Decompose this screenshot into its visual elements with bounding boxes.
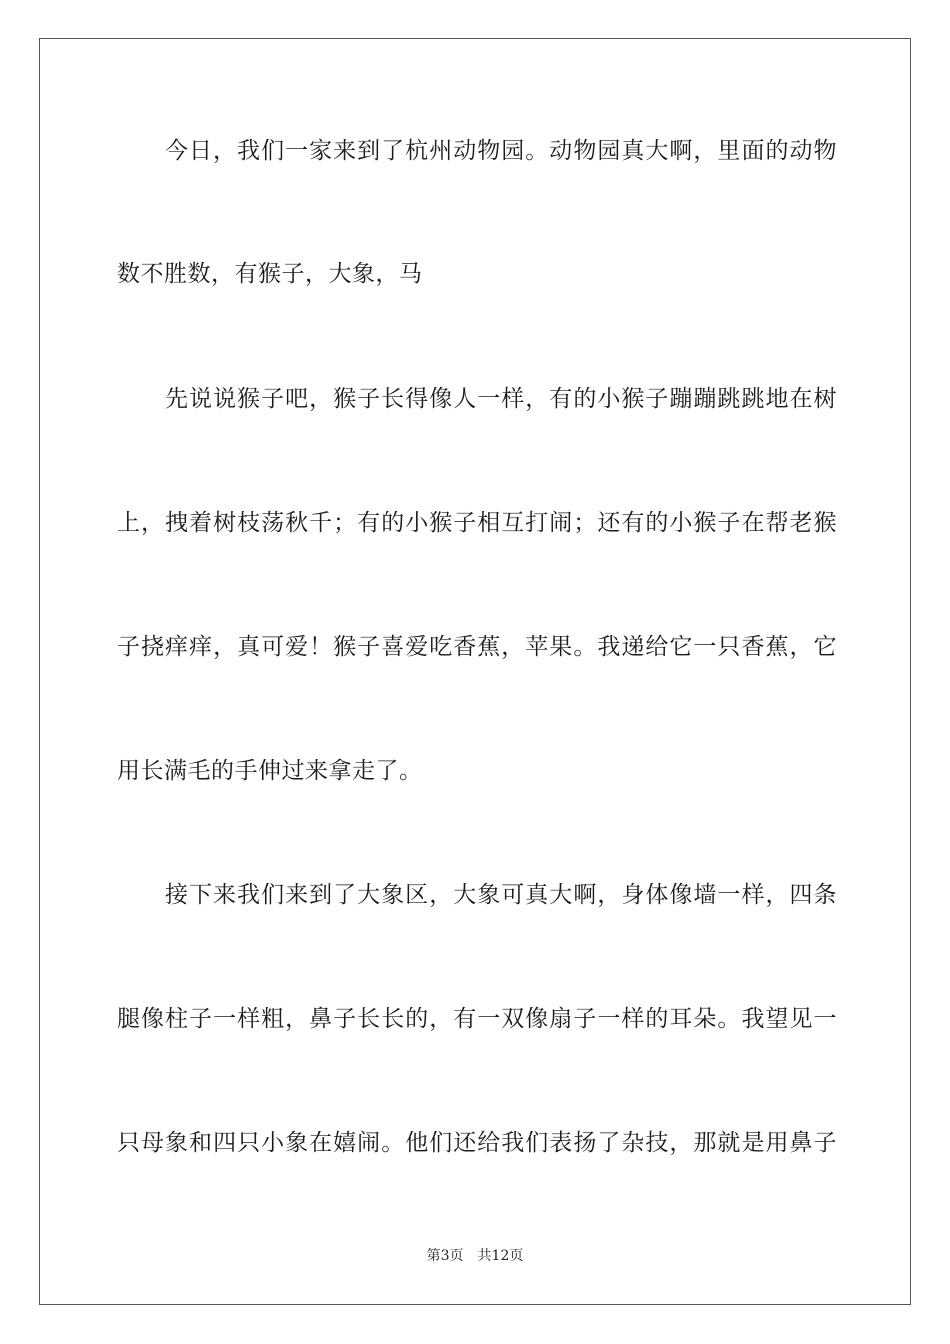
paragraph-2-line-4: 用长满毛的手伸过来拿走了。: [117, 758, 423, 784]
page-total: 共12页: [477, 1248, 524, 1264]
page-footer: [0, 1246, 950, 1266]
paragraph-2-line-2: 上，拽着树枝荡秋千；有的小猴子相互打闹；还有的小猴子在帮老猴: [117, 510, 837, 536]
paragraph-1-line-2: 数不胜数，有猴子，大象，马: [117, 261, 423, 287]
paragraph-3-line-3: 只母象和四只小象在嬉闹。他们还给我们表扬了杂技，那就是用鼻子: [117, 1130, 837, 1156]
page-number: 第3页: [426, 1248, 464, 1264]
paragraph-2-line-3: 子挠痒痒，真可爱！猴子喜爱吃香蕉，苹果。我递给它一只香蕉，它: [117, 634, 837, 660]
paragraph-3-line-1: 接下来我们来到了大象区，大象可真大啊，身体像墙一样，四条: [165, 882, 837, 908]
paragraph-1-line-1: 今日，我们一家来到了杭州动物园。动物园真大啊，里面的动物: [165, 138, 837, 164]
paragraph-2-line-1: 先说说猴子吧，猴子长得像人一样，有的小猴子蹦蹦跳跳地在树: [165, 386, 837, 412]
paragraph-3-line-2: 腿像柱子一样粗，鼻子长长的，有一双像扇子一样的耳朵。我望见一: [117, 1006, 837, 1032]
page-frame: [39, 38, 911, 1305]
